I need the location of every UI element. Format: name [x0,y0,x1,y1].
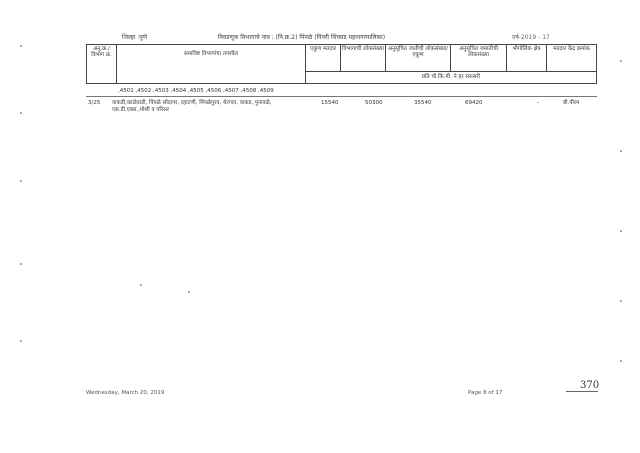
row-description-line1: वाकडी,काळेवाडी, पिंपळे सौदागर, रहाटणी, पिंपळेगुरव, थेरगाव, वाकड, पुनावळे, [112,100,272,106]
row-serial: 3/25 [88,100,101,106]
footer-rule [566,391,598,392]
row-population: 50300 [365,100,383,106]
year-label: वर्ष-2019 - 17 [512,34,550,41]
col-header-a: अनुसूचित जातीची लोकसंख्या/एकूण [387,46,449,59]
district-label: जिल्हा :पुणे [122,34,148,41]
row-st: 69420 [465,100,483,106]
row-sc: 35540 [414,100,432,106]
col-header-total-voters: एकूण मतदार [309,46,336,52]
footer-page: Page 8 of 17 [468,390,503,396]
col-header-population: विभागाची लोकसंख्या [342,46,384,52]
col-header-villages: समाविष्ट विभागांचा तपशील [184,51,238,57]
row-description-line2: एस.डी.एक्स.,मोशी व परिसर [112,107,170,113]
col-header-b: अनुसूचित जमातीची लोकसंख्या [458,46,499,59]
subheader-density: प्रति चौ.कि.मी. ने हर सरासरी [421,74,481,80]
row-total-voters: 15540 [321,100,339,106]
col-header-c: भौगोलिक क्षेत्र [512,46,541,52]
row-area: - [537,100,539,106]
section-codes: ,4501 ,4502 ,4503 ,4504 ,4505 ,4506 ,4507 ,4508 ,4509 [118,88,274,94]
handwritten-page-number: 370 [580,380,600,391]
col-header-d: मतदार केंद्र क्रमांक [553,46,590,52]
footer-date: Wednesday, March 20, 2019 [86,390,165,396]
col-header-serial: अनु.क्र./ विभाग क्र. [91,46,112,59]
row-code: बी.पीरम [563,100,580,106]
constituency-title: निवडणूक विभागाचे नाव : (नि.क्र.2) पिंपळे (पिंपरी चिंचवड महानगरपालिका) [218,34,386,41]
